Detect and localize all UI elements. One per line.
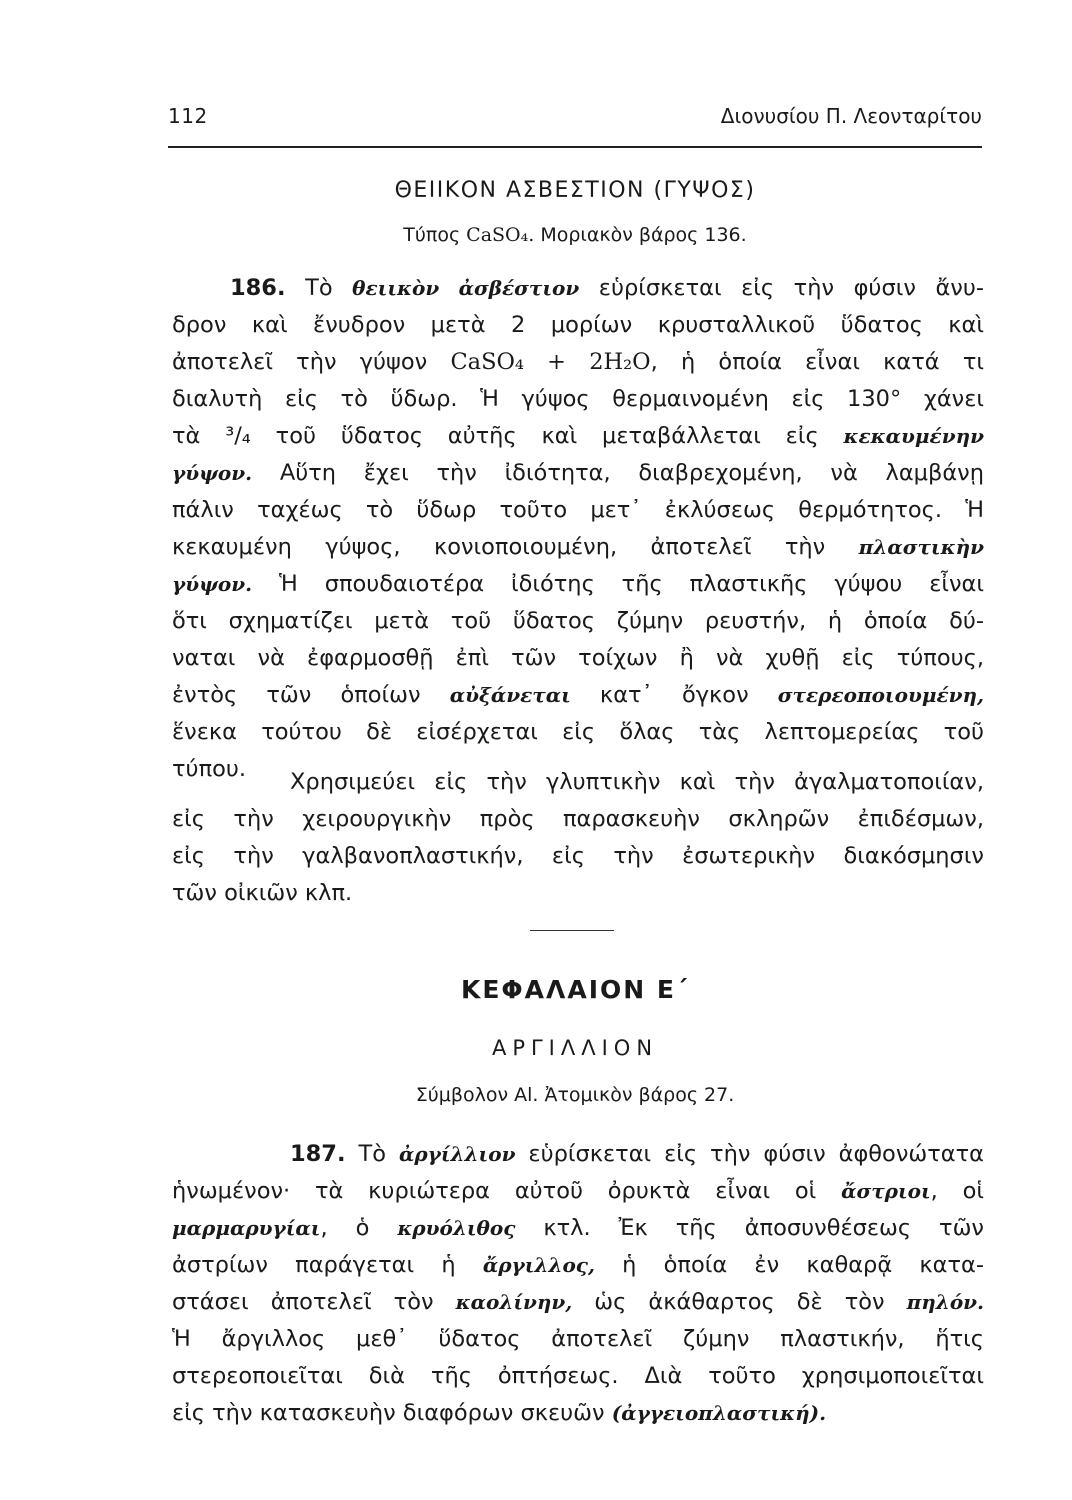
- text-line: [172, 875, 984, 912]
- text-segment: , ἡ ὁποία εἶναι κατά τι: [650, 349, 984, 375]
- text-line: [172, 838, 984, 875]
- text-segment: Ἡ σπουδαιοτέρα ἰδιότης τῆς πλαστικῆς γύψου εἶναι: [252, 571, 984, 597]
- emphasized-term: αὐξάνεται: [449, 683, 571, 707]
- paragraph-number: 187.: [290, 1141, 346, 1167]
- emphasized-term: (ἀγγειοπλαστική).: [611, 1401, 827, 1425]
- emphasized-term: πηλόν.: [906, 1290, 984, 1314]
- text-segment: ἡνωμένον· τὰ κυριώτερα αὐτοῦ ὀρυκτὰ εἶναι οἱ: [172, 1178, 842, 1204]
- text-segment: ναται νὰ ἐφαρμοσθῇ ἐπὶ τῶν τοίχων ἢ νὰ χυθῇ εἰς τύπους,: [172, 645, 984, 671]
- header-rule: [168, 146, 982, 148]
- text-line: [172, 307, 984, 344]
- element-title: ΑΡΓΙΛΛΙΟΝ: [491, 1036, 659, 1060]
- text-line: [172, 764, 984, 801]
- text-line: [172, 418, 984, 455]
- emphasized-term: ἀργίλλιον: [398, 1142, 516, 1166]
- chapter-title: ΚΕΦΑΛΑΙΟΝ Ε΄: [460, 975, 690, 1004]
- text-segment: τὰ ³/₄ τοῦ ὕδατος αὐτῆς καὶ μεταβάλλεται εἰς: [172, 423, 844, 449]
- text-line: [172, 270, 984, 307]
- molecular-weight: Μοριακὸν βάρος 136.: [540, 224, 747, 246]
- emphasized-term: κεκαυμένην: [843, 424, 984, 448]
- text-line: [172, 1395, 984, 1432]
- text-segment: τῶν οἰκιῶν κλπ.: [172, 880, 353, 906]
- text-segment: εὑρίσκεται εἰς τὴν φύσιν ἀφθονώτατα: [515, 1141, 984, 1167]
- formula-line: [168, 224, 982, 246]
- text-segment: , οἱ: [930, 1178, 984, 1204]
- text-line: [172, 677, 984, 714]
- text-line: [172, 1358, 984, 1395]
- text-segment: ὡς ἀκάθαρτος δὲ τὸν: [572, 1289, 907, 1315]
- text-line: [172, 603, 984, 640]
- paragraph-number: 186.: [230, 275, 286, 301]
- text-segment: CaSO₄ + 2H₂O: [450, 349, 651, 375]
- text-segment: κεκαυμένη γύψος, κονιοποιουμένη, ἀποτελεῖ τὴν: [172, 534, 859, 560]
- text-line: [172, 714, 984, 751]
- text-line: [172, 1173, 984, 1210]
- section-title: ΘΕΙΙΚΟΝ ΑΣΒΕΣΤΙΟΝ (ΓΥΨΟΣ): [394, 178, 756, 203]
- formula-prefix: Τύπος: [403, 224, 461, 246]
- text-segment: ἡ ὁποία ἐν καθαρᾷ κατα-: [594, 1252, 984, 1278]
- text-line: [172, 381, 984, 418]
- text-segment: εἰς τὴν χειρουργικὴν πρὸς παρασκευὴν σκληρῶν ἐπιδέσμων,: [172, 806, 984, 832]
- text-segment: Αὕτη ἔχει τὴν ἰδιότητα, διαβρεχομένη, νὰ λαμβάνῃ: [252, 460, 984, 486]
- emphasized-term: ἄργιλλος,: [482, 1253, 595, 1277]
- text-segment: δρον καὶ ἔνυδρον μετὰ 2 μορίων κρυσταλλικοῦ ὕδατος καὶ: [172, 312, 984, 338]
- paragraph-186: [172, 270, 984, 788]
- text-line: [172, 640, 984, 677]
- text-line: [172, 455, 984, 492]
- running-head: Διονυσίου Π. Λεονταρίτου: [720, 104, 982, 128]
- text-segment: διαλυτὴ εἰς τὸ ὕδωρ. Ἡ γύψος θερμαινομένη εἰς 130° χάνει: [172, 386, 984, 412]
- text-segment: τύπου.: [172, 756, 247, 782]
- emphasized-term: μαρμαρυγίαι: [172, 1216, 321, 1240]
- text-segment: πάλιν ταχέως τὸ ὕδωρ τοῦτο μετ᾿ ἐκλύσεως θερμότητος. Ἡ: [172, 497, 984, 523]
- text-line: [172, 1321, 984, 1358]
- element-symbol-line: Σύμβολον Al. Ἀτομικὸν βάρος 27.: [415, 1084, 735, 1106]
- formula: CaSO₄.: [466, 224, 535, 246]
- text-line: [172, 1284, 984, 1321]
- text-segment: εἰς τὴν κατασκευὴν διαφόρων σκευῶν: [172, 1400, 612, 1426]
- paragraph-187: [172, 1136, 984, 1432]
- text-segment: ὅτι σχηματίζει μετὰ τοῦ ὕδατος ζύμην ρευστήν, ἡ ὁποία δύ-: [172, 608, 984, 634]
- text-segment: Τὸ: [285, 275, 353, 301]
- page-header: [168, 104, 982, 140]
- text-segment: κατ᾿ ὄγκον: [570, 682, 778, 708]
- page-number: 112: [168, 104, 208, 128]
- emphasized-term: ἄστριοι: [841, 1179, 931, 1203]
- text-segment: ἀποτελεῖ τὴν γύψον: [172, 349, 451, 375]
- text-line: [172, 492, 984, 529]
- text-line: [172, 344, 984, 381]
- emphasized-term: θειικὸν ἀσβέστιον: [352, 276, 580, 300]
- emphasized-term: στερεοποιουμένη,: [777, 683, 984, 707]
- text-line: [172, 566, 984, 603]
- text-segment: στάσει ἀποτελεῖ τὸν: [172, 1289, 456, 1315]
- text-segment: Τὸ: [345, 1141, 399, 1167]
- emphasized-term: καολίνην,: [455, 1290, 573, 1314]
- text-line: [172, 1247, 984, 1284]
- emphasized-term: γύψον.: [172, 572, 253, 596]
- text-segment: Ἡ ἄργιλλος μεθ᾿ ὕδατος ἀποτελεῖ ζύμην πλαστικήν, ἥτις: [172, 1326, 984, 1352]
- text-line: [172, 1210, 984, 1247]
- text-segment: στερεοποιεῖται διὰ τῆς ὀπτήσεως. Διὰ τοῦτο χρησιμοποιεῖται: [172, 1363, 984, 1389]
- text-segment: εὑρίσκεται εἰς τὴν φύσιν ἄνυ-: [579, 275, 984, 301]
- text-segment: κτλ. Ἐκ τῆς ἀποσυνθέσεως τῶν: [515, 1215, 984, 1241]
- emphasized-term: γύψον.: [172, 461, 253, 485]
- text-segment: ἀστρίων παράγεται ἡ: [172, 1252, 483, 1278]
- text-line: [172, 529, 984, 566]
- emphasized-term: κρυόλιθος: [397, 1216, 516, 1240]
- text-segment: Χρησιμεύει εἰς τὴν γλυπτικὴν καὶ τὴν ἀγαλματοποιίαν,: [290, 769, 984, 795]
- text-segment: ἐντὸς τῶν ὁποίων: [172, 682, 450, 708]
- section-divider: [530, 930, 614, 931]
- text-segment: εἰς τὴν γαλβανοπλαστικήν, εἰς τὴν ἐσωτερικὴν διακόσμησιν: [172, 843, 984, 869]
- text-line: [172, 1136, 984, 1173]
- emphasized-term: πλαστικὴν: [858, 535, 984, 559]
- text-segment: ἕνεκα τούτου δὲ εἰσέρχεται εἰς ὅλας τὰς λεπτομερείας τοῦ: [172, 719, 984, 745]
- paragraph-186-uses: [172, 764, 984, 912]
- text-line: [172, 801, 984, 838]
- text-segment: , ὁ: [320, 1215, 398, 1241]
